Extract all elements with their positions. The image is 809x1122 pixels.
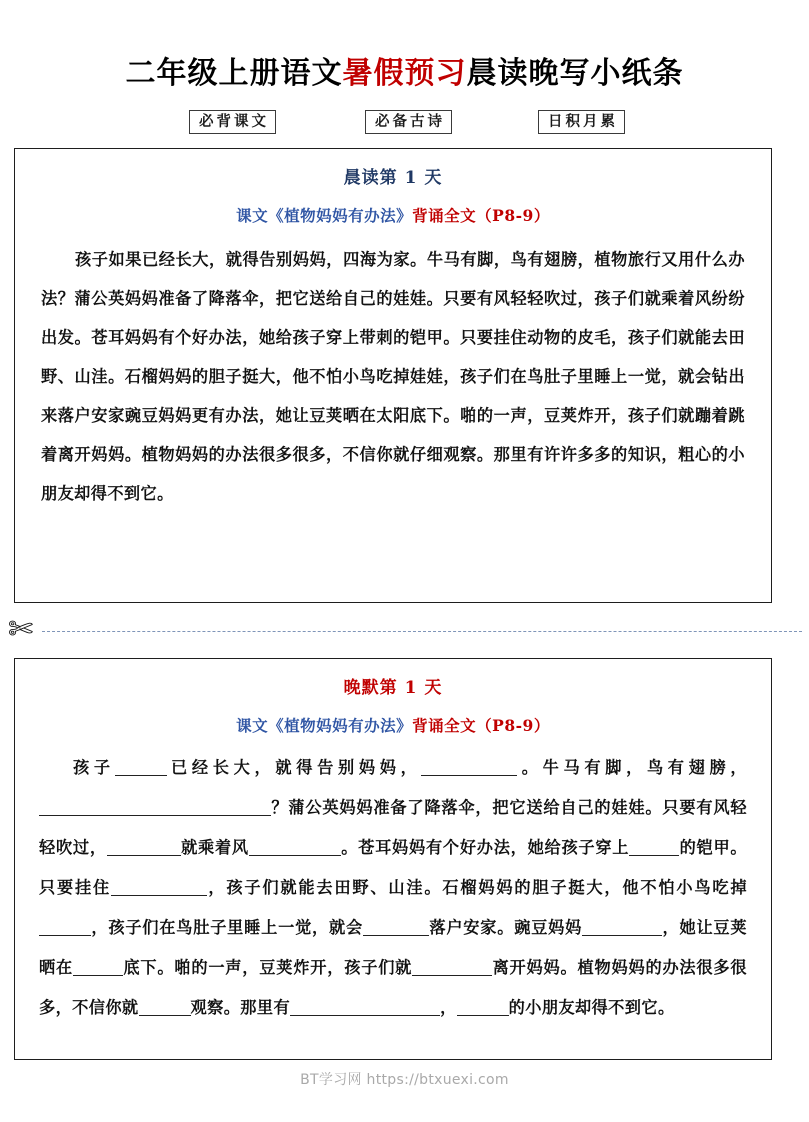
tag-daily-accumulation[interactable]: 日积月累: [538, 110, 625, 134]
cloze-text-run: 就乘着风: [180, 838, 249, 857]
cloze-blank[interactable]: [249, 840, 341, 856]
evening-dictation-section: [14, 658, 772, 1060]
morning-subtitle-text: 课文《植物妈妈有办法》: [236, 206, 413, 225]
cloze-text-run: ，: [440, 998, 457, 1017]
cloze-text-run: 。苍耳妈妈有个好办法，她给孩子穿上: [340, 838, 630, 857]
cloze-blank[interactable]: [363, 920, 429, 936]
cloze-text-run: ，她让豆荚晒在: [39, 918, 747, 977]
cloze-blank[interactable]: [107, 840, 181, 856]
morning-subtitle: [15, 204, 771, 226]
morning-subtitle-pages: 背诵全文（P8-9）: [412, 206, 550, 225]
morning-passage-text: 孩子如果已经长大，就得告别妈妈，四海为家。牛马有脚，鸟有翅膀，植物旅行又用什么办法？蒲公英妈妈准备了降落伞，把它送给自己的娃娃。只要有风轻轻吹过，孩子们就乘着风纷纷出发。苍耳妈妈有个好办法，她给孩子穿上带刺的铠甲。只要挂住动物的皮毛，孩子们就能去田野、山洼。石榴妈妈的胆子挺大，他不怕小鸟吃掉娃娃，孩子们在鸟肚子里睡上一觉，就会钻出来落户安家豌豆妈妈更有办法，她让豆荚晒在太阳底下。啪的一声，豆荚炸开，孩子们就蹦着跳着离开妈妈。植物妈妈的办法很多很多，不信你就仔细观察。那里有许许多多的知识，粗心的小朋友却得不到它。: [41, 250, 745, 503]
cloze-text-run: 观察。那里有: [190, 998, 291, 1017]
category-tag-row: [14, 110, 772, 138]
cloze-text-run: ，孩子们就能去田野、山洼。石榴妈妈的胆子挺大，他不怕小鸟吃掉: [207, 878, 747, 897]
cloze-blank[interactable]: [457, 1000, 509, 1016]
cloze-blank[interactable]: [290, 1000, 440, 1016]
cloze-text-run: ，孩子们在鸟肚子里睡上一觉，就会: [91, 918, 363, 937]
tag-required-texts[interactable]: 必背课文: [189, 110, 276, 134]
cloze-blank[interactable]: [73, 960, 123, 976]
cloze-text-run: 孩子: [73, 758, 115, 777]
cloze-blank[interactable]: [629, 840, 679, 856]
cloze-text-run: 落户安家。豌豆妈妈: [428, 918, 583, 937]
page-title-part2: 晨读晚写小纸条: [466, 56, 684, 91]
tag-required-poems[interactable]: 必备古诗: [365, 110, 452, 134]
page-title: [0, 48, 809, 92]
evening-subtitle-text: 课文《植物妈妈有办法》: [236, 716, 413, 735]
cut-divider: [0, 612, 809, 652]
evening-subtitle-pages: 背诵全文（P8-9）: [412, 716, 550, 735]
cloze-blank[interactable]: [39, 800, 271, 816]
page-title-highlight: 暑假预习: [342, 56, 467, 91]
footer-watermark: BT学习网 https://btxuexi.com: [300, 1072, 509, 1088]
cloze-text-run: 离开妈妈。植物妈妈的办法很多很多，不信你就: [39, 958, 747, 1017]
morning-reading-section: [14, 148, 772, 603]
evening-heading: 晚默第 1 天: [343, 678, 443, 698]
cloze-blank[interactable]: [139, 1000, 191, 1016]
cloze-blank[interactable]: [582, 920, 662, 936]
cloze-text-run: 的小朋友却得不到它。: [508, 998, 675, 1017]
page-title-part1: 二年级上册语文: [125, 56, 343, 91]
cloze-text-run: 。牛马有脚，鸟有翅膀，: [517, 758, 747, 777]
cloze-blank[interactable]: [39, 920, 91, 936]
cloze-blank[interactable]: [421, 760, 517, 776]
cloze-text-run: 的铠甲。只要挂住: [39, 838, 747, 897]
cloze-text-run: 底下。啪的一声，豆荚炸开，孩子们就: [122, 958, 413, 977]
cloze-text-run: 已经长大，就得告别妈妈，: [166, 758, 422, 777]
scissors-icon: ✄: [8, 612, 34, 647]
evening-cloze-text: [39, 748, 747, 1028]
cloze-blank[interactable]: [412, 960, 492, 976]
cloze-blank[interactable]: [115, 760, 167, 776]
morning-heading: 晨读第 1 天: [343, 168, 443, 188]
cloze-blank[interactable]: [111, 880, 207, 896]
evening-subtitle: [15, 714, 771, 736]
cloze-text-run: ？蒲公英妈妈准备了降落伞，把它送给自己的娃娃。只要有风轻轻吹过，: [39, 798, 747, 857]
dashed-cut-line: [42, 631, 802, 632]
